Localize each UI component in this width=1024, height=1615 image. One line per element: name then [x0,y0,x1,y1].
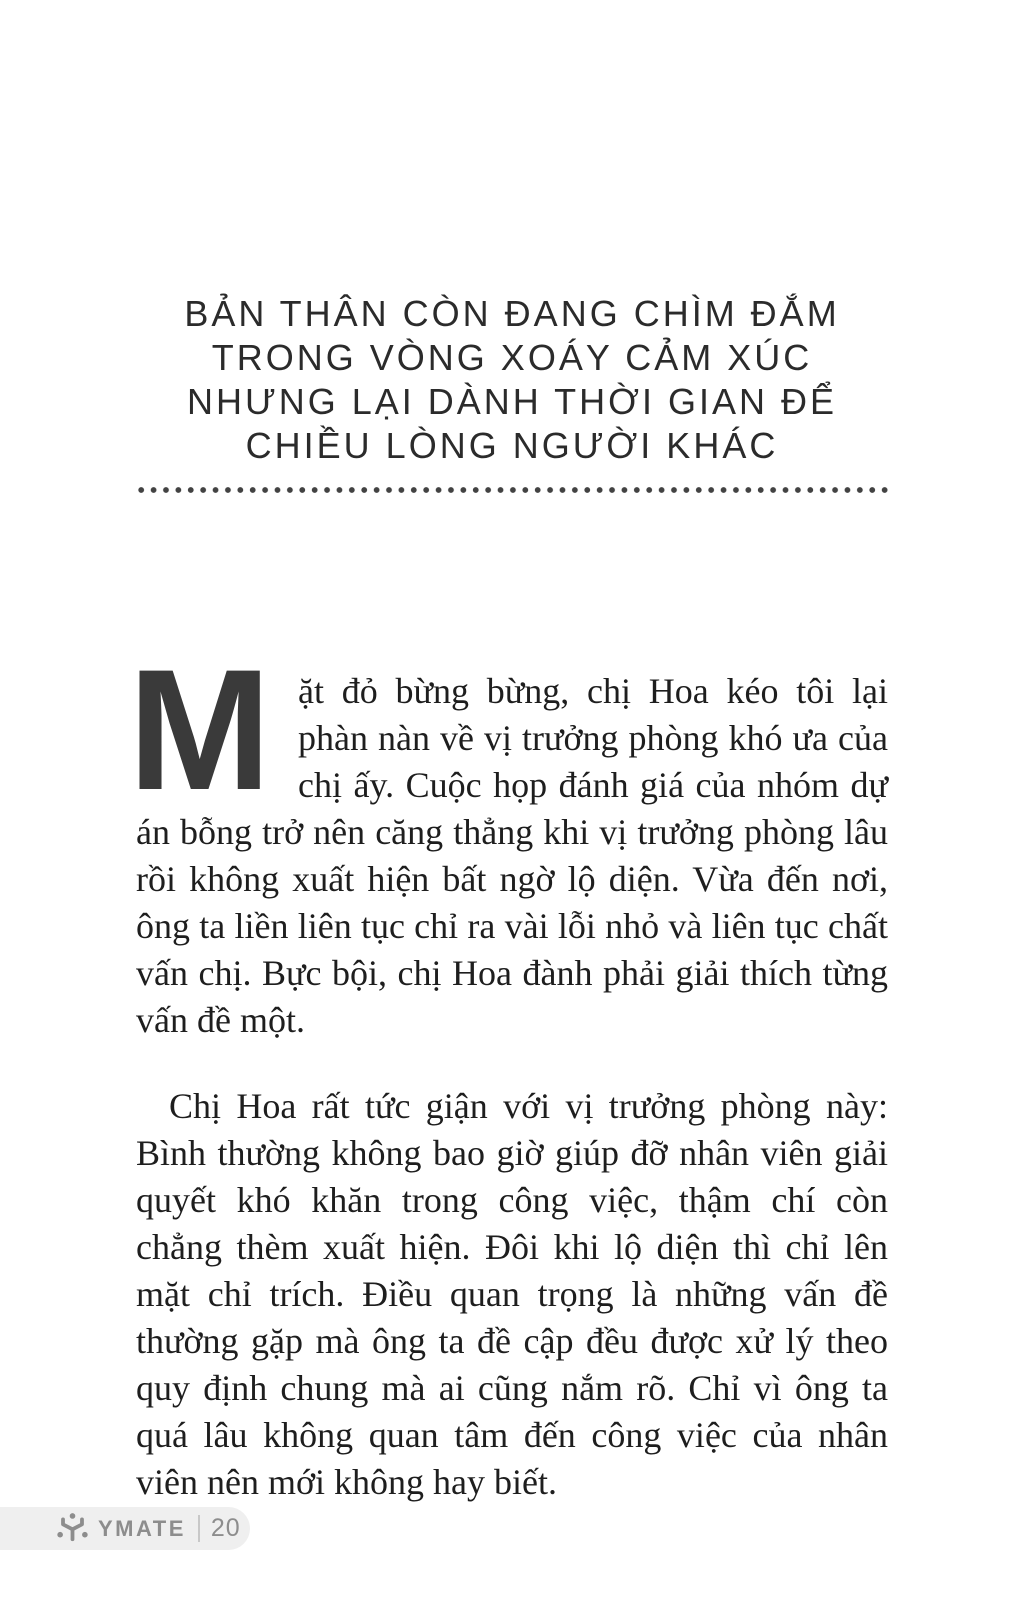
chapter-body [128,634,888,1545]
drop-cap [128,634,284,826]
ymate-logo-icon [56,1512,89,1545]
drop-cap-letter: M [128,634,272,826]
page-number: 20 [210,1514,241,1542]
chapter-title-line-3: NHƯNG LẠI DÀNH THỜI GIAN ĐỂ [186,381,838,422]
chapter-title-line-4: CHIỀU LÒNG NGƯỜI KHÁC [245,425,779,466]
dotted-separator [135,486,889,494]
paragraph-2: Chị Hoa rất tức giận với vị trưởng phòng này: Bình thường không bao giờ giúp đỡ nhân viên giải quyết khó khăn trong công việc, thậm chí còn chẳng thèm xuất hiện. Đôi khi lộ diện thì chỉ lên mặt chỉ trích. Điều quan trọng là những vấn đề thường gặp mà ông ta đề cập đều được xử lý theo quy định chung mà ai cũng nắm rõ. Chỉ vì ông ta quá lâu không quan tâm đến công việc của nhân viên nên mới không hay biết. [136,1086,888,1502]
page-footer [0,1507,250,1550]
paragraph-1-text: ặt đỏ bừng bừng, chị Hoa kéo tôi lại phàn nàn về vị trưởng phòng khó ưa của chị ấy. Cuộc họp đánh giá của nhóm dự án bỗng trở nên căng thẳng khi vị trưởng phòng lâu rồi không xuất hiện bất ngờ lộ diện. Vừa đến nơi, ông ta liền liên tục chỉ ra vài lỗi nhỏ và liên tục chất vấn chị. Bực bội, chị Hoa đành phải giải thích từng vấn đề một. [136,671,888,1040]
paragraph-1 [128,634,888,1044]
footer-divider [198,1515,200,1542]
chapter-title-line-2: TRONG VÒNG XOÁY CẢM XÚC [211,337,813,378]
brand-name: YMATE [98,1515,186,1541]
chapter-header [135,292,889,494]
chapter-title [135,292,889,468]
chapter-title-line-1: BẢN THÂN CÒN ĐANG CHÌM ĐẮM [184,293,840,334]
